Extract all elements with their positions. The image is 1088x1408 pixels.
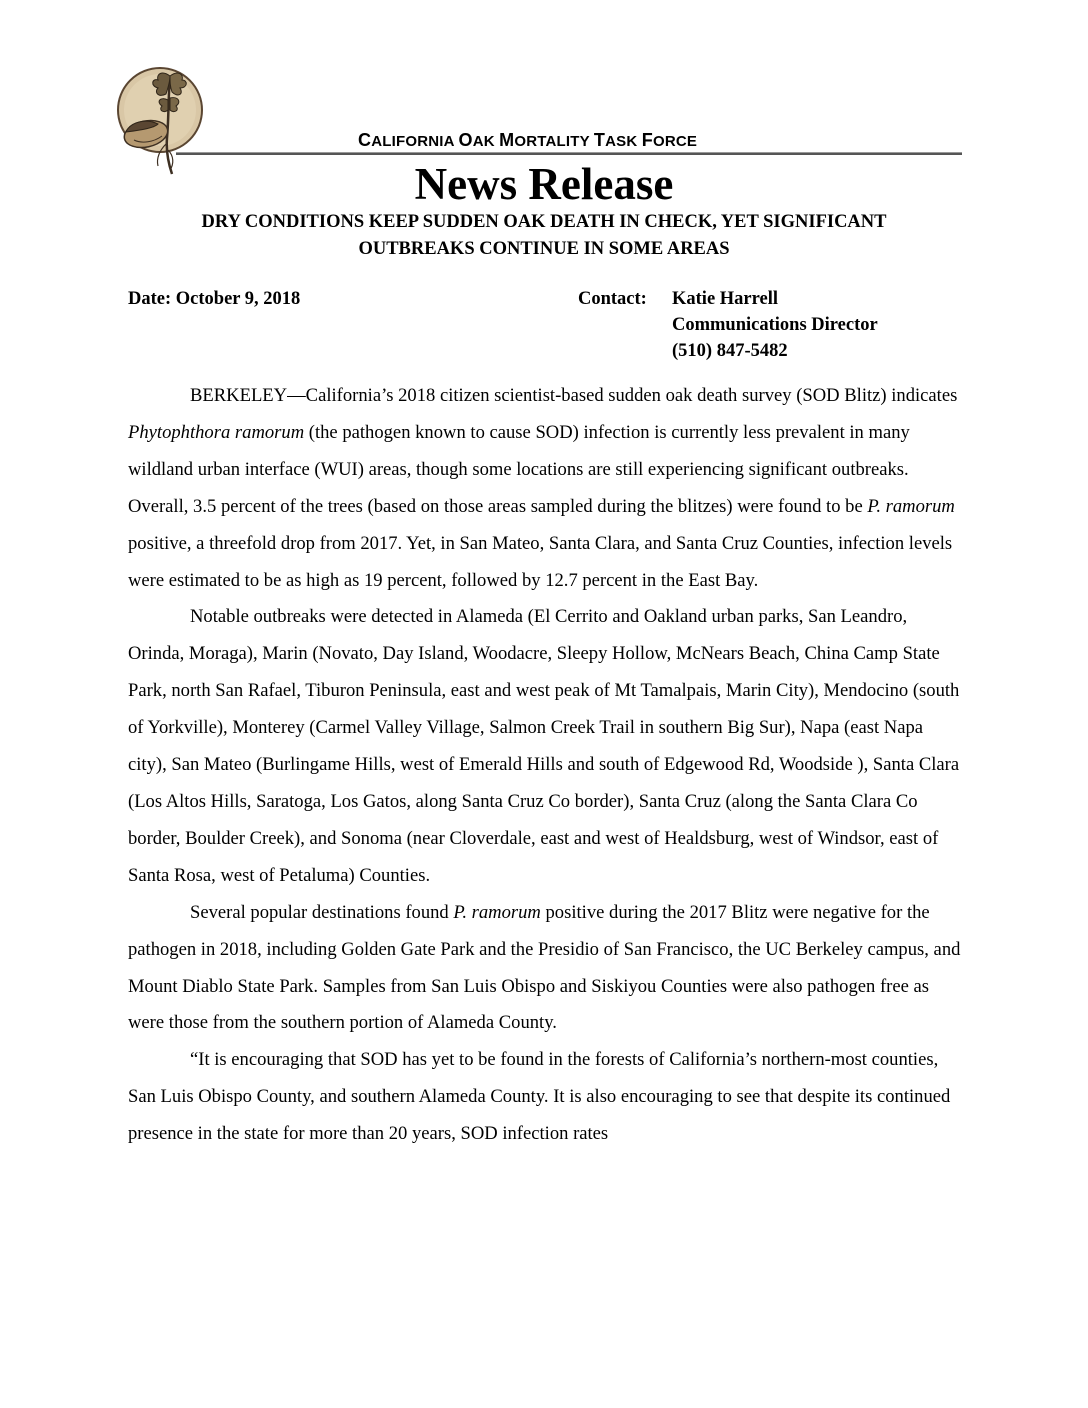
headline-line-2: OUTBREAKS CONTINUE IN SOME AREAS: [358, 239, 730, 259]
paragraph-4: “It is encouraging that SOD has yet to be found in the forests of California’s northern-most counties, San Luis Obispo County, and southern Alameda County. It is also encouraging to see that despite its continued presence in the state for more than 20 years, SOD infection rates: [128, 1049, 951, 1145]
page-title: News Release: [414, 159, 674, 209]
contact-name: Katie Harrell: [672, 289, 778, 309]
headline-line-1: DRY CONDITIONS KEEP SUDDEN OAK DEATH IN CHECK, YET SIGNIFICANT: [201, 212, 887, 232]
paragraph-2: Notable outbreaks were detected in Alameda (El Cerrito and Oakland urban parks, San Leandro, Orinda, Moraga), Marin (Novato, Day Island, Woodacre, Sleepy Hollow, McNears Beach, China Camp State Park, north San Rafael, Tiburon Peninsula, east and west peak of Mt Tamalpais, Marin City), Mendocino (south of Yorkville), Monterey (Carmel Valley Village, Salmon Creek Trail in southern Big Sur), Napa (east Napa city), San Mateo (Burlingame Hills, west of Emerald Hills and south of Edgewood Rd, Woodside ), Santa Clara (Los Altos Hills, Saratoga, Los Gatos, along Santa Cruz Co border), Santa Cruz (along the Santa Clara Co border, Boulder Creek), and Sonoma (near Cloverdale, east and west of Healdsburg, west of Windsor, east of Santa Rosa, west of Petaluma) Counties.: [128, 606, 960, 886]
contact-title: Communications Director: [672, 315, 878, 335]
header-divider: [176, 152, 962, 155]
org-word-5: FORCE: [641, 130, 698, 150]
contact-phone: (510) 847-5482: [672, 341, 788, 361]
headline: [128, 209, 960, 263]
contact-label: Contact:: [578, 289, 647, 309]
organization-name: [358, 130, 697, 151]
org-word-1: CALIFORNIA: [358, 130, 459, 150]
org-word-4: TASK: [593, 130, 642, 150]
paragraph-3: Several popular destinations found P. ramorum positive during the 2017 Blitz were negative for the pathogen in 2018, including Golden Gate Park and the Presidio of San Francisco, the UC Berkeley campus, and Mount Diablo State Park. Samples from San Luis Obispo and Siskiyou Counties were also pathogen free as were those from the southern portion of Alameda County.: [128, 901, 961, 1034]
paragraph-1: BERKELEY—California’s 2018 citizen scientist-based sudden oak death survey (SOD Blitz) indicates Phytophthora ramorum (the pathogen known to cause SOD) infection is currently less prevalent in many wildland urban interface (WUI) areas, though some locations are still experiencing significant outbreaks. Overall, 3.5 percent of the trees (based on those areas sampled during the blitzes) were found to be P. ramorum positive, a threefold drop from 2017. Yet, in San Mateo, Santa Clara, and Santa Cruz Counties, infection levels were estimated to be as high as 19 percent, followed by 12.7 percent in the East Bay.: [128, 385, 958, 591]
contact-info: [672, 286, 878, 364]
release-date: Date: October 9, 2018: [128, 289, 301, 309]
org-word-3: MORTALITY: [499, 130, 594, 150]
org-word-2: OAK: [458, 130, 500, 150]
article-body: [128, 378, 964, 1153]
